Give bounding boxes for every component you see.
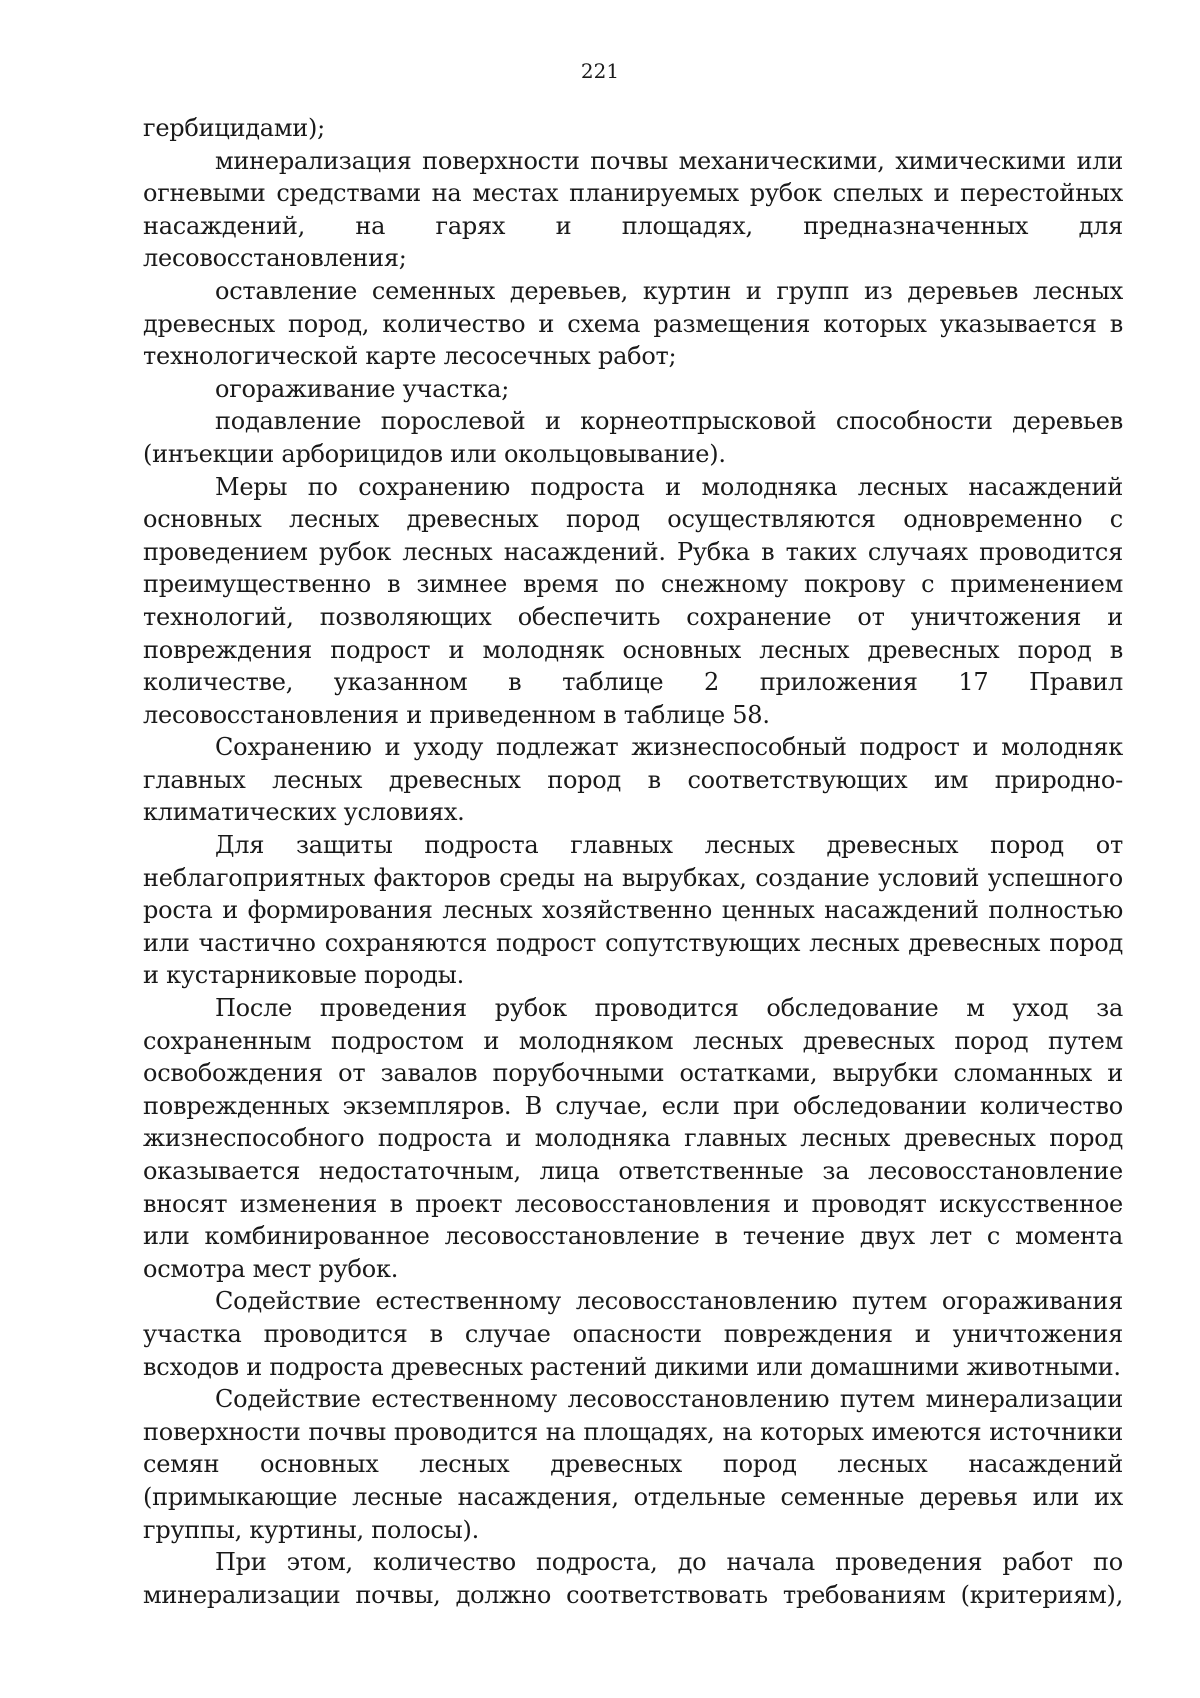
paragraph-undergrowth-requirements: При этом, количество подроста, до начала проведения работ по минерализации почвы, должно соответствовать требованиям (критериям), — [143, 1548, 1123, 1609]
paragraph-protection: Для защиты подроста главных лесных древесных пород от неблагоприятных факторов среды на вырубках, создание условий успешного роста и формирования лесных хозяйственно ценных насаждений полностью или частично сохраняются подрост сопутствующих лесных древесных пород и кустарниковые породы. — [143, 831, 1123, 990]
paragraph-post-felling-survey: После проведения рубок проводится обследование м уход за сохраненным подростом и молодняком лесных древесных пород путем освобождения от завалов порубочными остатками, вырубки сломанных и поврежденных экземпляров. В случае, если при обследовании количество жизнеспособного подроста и молодняка главных лесных древесных пород оказывается недостаточным, лица ответственные за лесовосстановление вносят изменения в проект лесовосстановления и проводят искусственное или комбинированное лесовосстановление в течение двух лет с момента осмотра мест рубок. — [143, 994, 1123, 1283]
paragraph-seed-trees: оставление семенных деревьев, куртин и групп из деревьев лесных древесных пород, количество и схема размещения которых указывается в технологической карте лесосечных работ; — [143, 276, 1123, 371]
paragraph-viable-undergrowth: Сохранению и уходу подлежат жизнеспособный подрост и молодняк главных лесных древесных пород в соответствующих им природно-климатических условиях. — [143, 733, 1123, 827]
paragraph-mineralization-assistance: Содействие естественному лесовосстановлению путем минерализации поверхности почвы проводится на площадях, на которых имеются источники семян основных лесных древесных пород лесных насаждений (примыкающие лесные насаждения, отдельные семенные деревья или их группы, куртины, полосы). — [143, 1385, 1123, 1544]
paragraph-undergrowth-preservation: Меры по сохранению подроста и молодняка лесных насаждений основных лесных древесных пород осуществляются одновременно с проведением рубок лесных насаждений. Рубка в таких случаях проводится преимущественно в зимнее время по снежному покрову с применением технологий, позволяющих обеспечить сохранение от уничтожения и повреждения подрост и молодняк основных лесных древесных пород в количестве, указанном в таблице 2 приложения 17 Правил лесовосстановления и приведенном в таблице 58. — [143, 472, 1123, 729]
paragraph-fencing-assistance: Содействие естественному лесовосстановлению путем огораживания участка проводится в случае опасности повреждения и уничтожения всходов и подроста древесных растений дикими или домашними животными. — [143, 1287, 1123, 1381]
paragraph-fencing: огораживание участка; — [215, 374, 510, 403]
paragraph-coppice-suppression: подавление порослевой и корнеотпрысковой способности деревьев (инъекции арборицидов или окольцовывание). — [143, 407, 1123, 468]
document-body — [143, 112, 1123, 1611]
paragraph-soil-mineralization: минерализация поверхности почвы механическими, химическими или огневыми средствами на местах планируемых рубок спелых и перестойных насаждений, на гарях и площадях, предназначенных для лесовосстановления; — [143, 146, 1123, 273]
page-number: 221 — [580, 59, 620, 83]
paragraph-herbicides-end: гербицидами); — [143, 114, 325, 142]
